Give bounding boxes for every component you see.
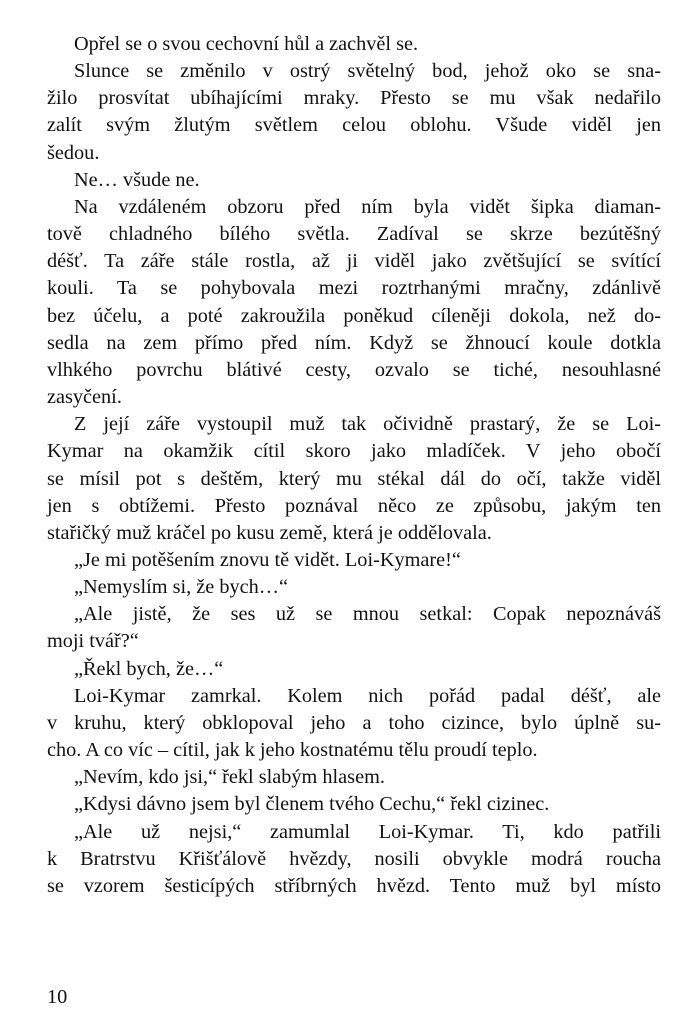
text-line: cho. A co víc – cítil, jak k jeho kostnatému tělu proudí teplo. bbox=[47, 739, 538, 762]
text-line: „Ale jistě, že ses už se mnou setkal: Copak nepoznáváš bbox=[74, 603, 661, 626]
text-line: „Nevím, kdo jsi,“ řekl slabým hlasem. bbox=[74, 766, 385, 789]
text-line: Ne… všude ne. bbox=[74, 168, 200, 191]
text-line: sedla na zem přímo před ním. Když se žhnoucí koule dotkla bbox=[47, 331, 661, 354]
text-line: bez účelu, a poté zakroužila poněkud cíleněji dokola, než do- bbox=[47, 304, 661, 327]
body-text bbox=[47, 31, 661, 900]
text-line: k Bratrstvu Křišťálově hvězdy, nosili obvykle modrá roucha bbox=[47, 847, 661, 870]
text-line: tově chladného bílého světla. Zadíval se skrze bezútěšný bbox=[47, 223, 661, 246]
text-line: Opřel se o svou cechovní hůl a zachvěl se. bbox=[74, 33, 419, 55]
page-number: 10 bbox=[47, 986, 68, 1008]
text-line: „Nemyslím si, že bych…“ bbox=[74, 576, 289, 599]
text-line: vlhkého povrchu blátivé cesty, ozvalo se tiché, nesouhlasné bbox=[47, 358, 661, 381]
text-line: Loi-Kymar zamrkal. Kolem nich pořád padal déšť, ale bbox=[74, 684, 661, 707]
text-line: Slunce se změnilo v ostrý světelný bod, jehož oko se sna- bbox=[74, 60, 661, 83]
text-line: jen s obtížemi. Přesto poznával něco ze způsobu, jakým ten bbox=[47, 494, 661, 517]
text-line: v kruhu, který obklopoval jeho a toho cizince, bylo úplně su- bbox=[47, 711, 661, 734]
text-line: Kymar na okamžik cítil skoro jako mladíček. V jeho obočí bbox=[47, 440, 661, 463]
text-line: „Ale už nejsi,“ zamumlal Loi-Kymar. Ti, kdo patřili bbox=[74, 820, 661, 843]
text-line: Z její záře vystoupil muž tak očividně prastarý, že se Loi- bbox=[74, 413, 661, 436]
text-line: žilo prosvítat ubíhajícími mraky. Přesto se mu však nedařilo bbox=[47, 87, 661, 110]
text-line: šedou. bbox=[47, 141, 100, 164]
text-line: Na vzdáleném obzoru před ním byla vidět šipka diaman- bbox=[74, 195, 661, 218]
text-line: „Řekl bych, že…“ bbox=[74, 657, 224, 680]
text-line: se mísil pot s deštěm, který mu stékal dál do očí, takže viděl bbox=[47, 467, 661, 490]
text-line: stařičký muž kráčel po kusu země, která je oddělovala. bbox=[47, 521, 492, 544]
text-line: „Kdysi dávno jsem byl členem tvého Cechu,“ řekl cizinec. bbox=[74, 793, 550, 816]
text-line: déšť. Ta záře stále rostla, až ji viděl jako zvětšující se svítící bbox=[47, 250, 661, 273]
text-line: zalít svým žlutým světlem celou oblohu. Všude viděl jen bbox=[47, 114, 661, 137]
text-line: kouli. Ta se pohybovala mezi roztrhanými mračny, zdánlivě bbox=[47, 277, 661, 300]
text-line: se vzorem šesticípých stříbrných hvězd. Tento muž byl místo bbox=[47, 874, 661, 897]
text-line: zasyčení. bbox=[47, 386, 122, 409]
text-line: „Je mi potěšením znovu tě vidět. Loi-Kymare!“ bbox=[74, 548, 461, 571]
text-line: moji tvář?“ bbox=[47, 630, 139, 653]
